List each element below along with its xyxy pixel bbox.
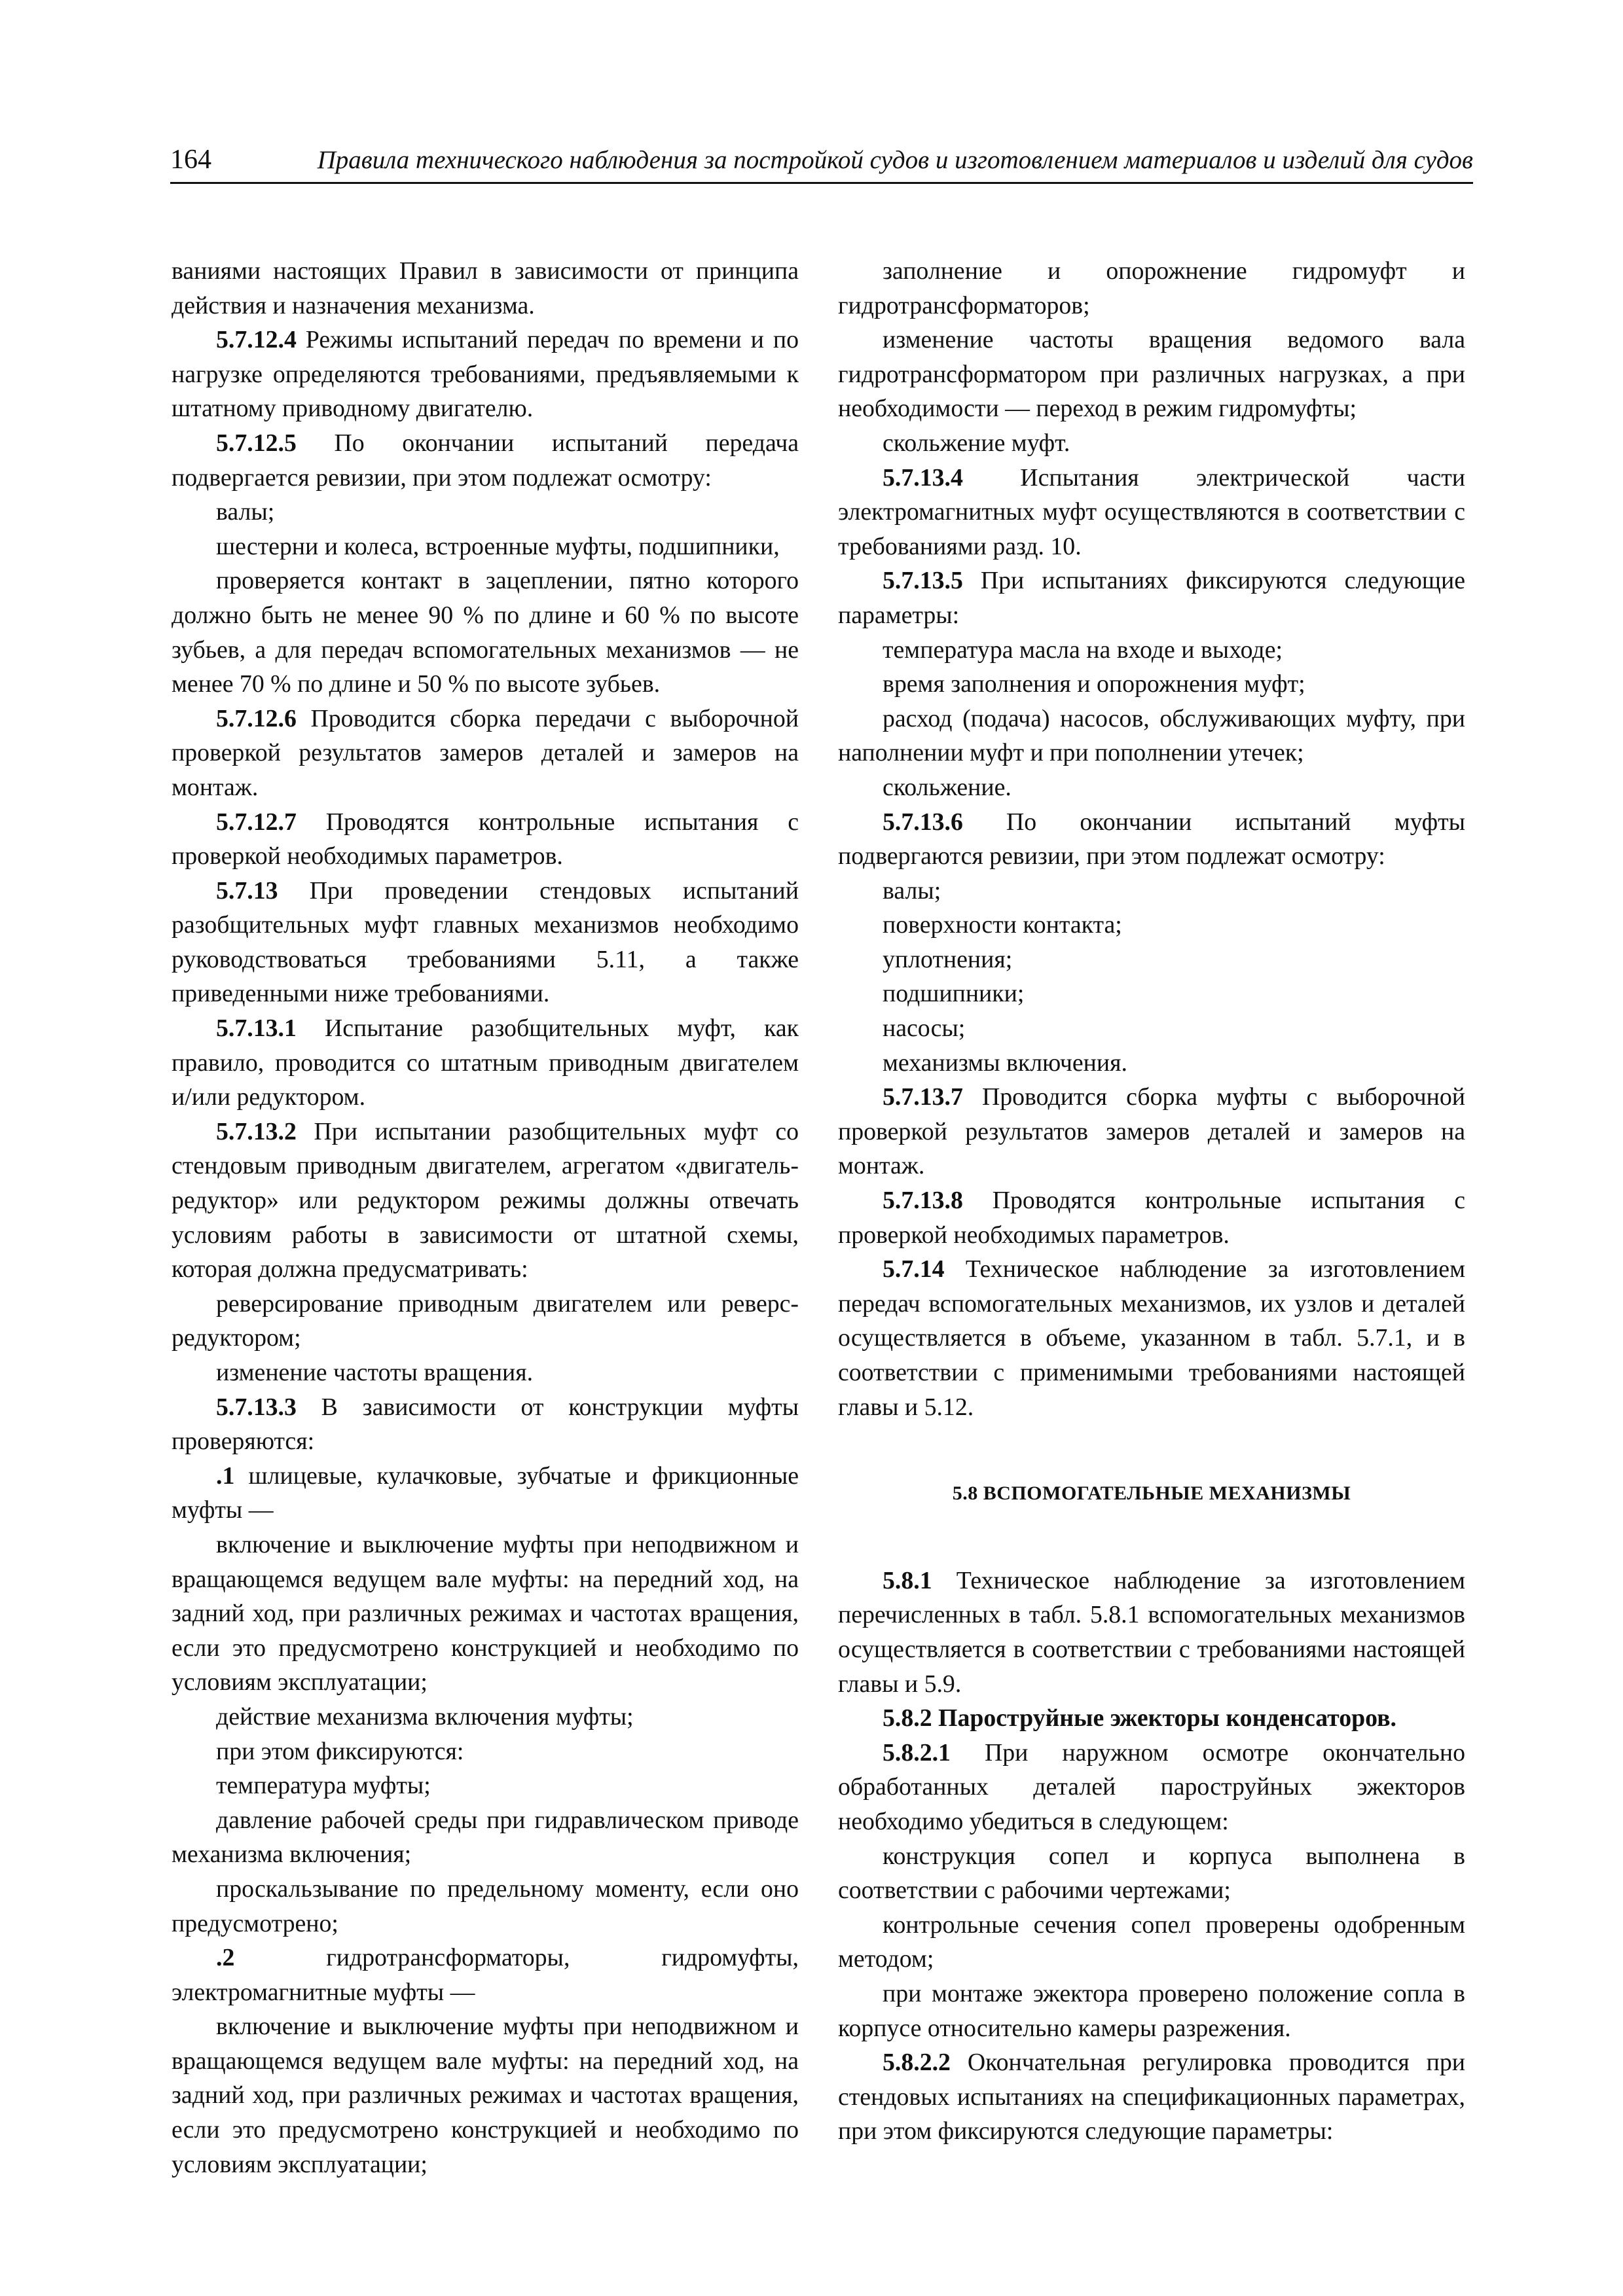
clause-number: 5.7.13.3 (216, 1393, 297, 1421)
clause-text: По окончании испытаний муфты подвергаются ревизии, при этом подлежат осмотру: (838, 808, 1465, 870)
clause-text: Режимы испытаний передач по времени и по нагрузке определяются требованиями, предъявляемыми к штатному приводному двигателю. (172, 326, 799, 423)
clause-text: Испытания электрической части электромагнитных муфт осуществляются в соответствии с требованиями разд. 10. (838, 463, 1465, 560)
clause-paragraph (172, 426, 799, 495)
list-item: уплотнения; (883, 945, 1013, 973)
clause-paragraph (838, 2045, 1465, 2149)
clause-text: В зависимости от конструкции муфты проверяются: (172, 1393, 799, 1456)
clause-paragraph (172, 1459, 799, 1528)
clause-text: Проводятся контрольные испытания с проверкой необходимых параметров. (838, 1187, 1465, 1249)
paragraph: контрольные сечения сопел проверены одобренным методом; (838, 1910, 1465, 1973)
paragraph: расход (подача) насосов, обслуживающих муфту, при наполнении муфт и при пополнении утечек; (838, 704, 1465, 767)
paragraph: заполнение и опорожнение гидромуфт и гидротрансформаторов; (838, 257, 1465, 319)
clause-paragraph (172, 323, 799, 426)
clause-text: Проводится сборка муфты с выборочной проверкой результатов замеров деталей и замеров на монтаж. (838, 1083, 1465, 1180)
list-item: насосы; (883, 1014, 966, 1043)
paragraph: при монтаже эжектора проверено положение сопла в корпусе относительно камеры разрежения. (838, 1979, 1465, 2042)
clause-paragraph (838, 564, 1465, 632)
clause-number: 5.7.13.8 (883, 1187, 963, 1215)
clause-text: По окончании испытаний передача подвергается ревизии, при этом подлежат осмотру: (172, 429, 799, 492)
list-item: действие механизма включения муфты; (216, 1702, 634, 1731)
clause-paragraph (838, 1183, 1465, 1252)
continued-paragraph: ваниями настоящих Правил в зависимости от принципа действия и назначения механизма. (172, 257, 799, 319)
paragraph: проверяется контакт в зацеплении, пятно которого должно быть не менее 90 % по длине и 60 % по высоте зубьев, а для передач вспомогательных механизмов — не менее 70 % по длине и 50 % по высоте зубьев. (172, 567, 799, 698)
clause-paragraph (172, 1011, 799, 1115)
clause-number: 5.7.13.5 (883, 567, 963, 595)
clause-paragraph (172, 874, 799, 1011)
clause-paragraph (838, 1252, 1465, 1424)
clause-text: гидротрансформаторы, гидромуфты, электромагнитные муфты — (172, 1944, 799, 2006)
clause-text: Окончательная регулировка проводится при стендовых испытаниях на спецификационных параметрах, при этом фиксируются следующие параметры: (838, 2049, 1465, 2145)
clause-text: шлицевые, кулачковые, зубчатые и фрикционные муфты — (172, 1462, 799, 1524)
clause-text: При наружном осмотре окончательно обработанных деталей пароструйных эжекторов необходимо убедиться в следующем: (838, 1738, 1465, 1835)
clause-number: .2 (216, 1944, 235, 1972)
paragraph: конструкция сопел и корпуса выполнена в соответствии с рабочими чертежами; (838, 1842, 1465, 1905)
clause-paragraph (838, 1080, 1465, 1183)
section-heading: 5.8 ВСПОМОГАТЕЛЬНЫЕ МЕХАНИЗМЫ (952, 1482, 1351, 1505)
clause-number: 5.7.12.7 (216, 808, 297, 836)
clause-text: Проводится сборка передачи с выборочной проверкой результатов замеров деталей и замеров на монтаж. (172, 704, 799, 801)
clause-number: 5.7.13.1 (216, 1014, 297, 1043)
clause-number: .1 (216, 1462, 235, 1490)
clause-paragraph (838, 1564, 1465, 1701)
list-item: скольжение муфт. (883, 429, 1070, 457)
clause-text: При испытаниях фиксируются следующие параметры: (838, 567, 1465, 629)
clause-number: 5.7.13.7 (883, 1083, 963, 1111)
clause-number: 5.8.2.2 (883, 2049, 951, 2077)
clause-number: 5.7.14 (883, 1255, 945, 1283)
paragraph: включение и выключение муфты при неподвижном и вращающемся ведущем вале муфты: на передний ход, на задний ход, при различных режимах и частотах вращения, если это предусмотрено конструкцией и необходимо по условиям эксплуатации; (172, 1530, 799, 1696)
list-item: температура муфты; (216, 1772, 431, 1800)
list-item: шестерни и колеса, встроенные муфты, подшипники, (216, 532, 780, 560)
list-item: подшипники; (883, 980, 1025, 1008)
paragraph: реверсирование приводным двигателем или реверс-редуктором; (172, 1289, 799, 1352)
paragraph: включение и выключение муфты при неподвижном и вращающемся ведущем вале муфты: на передний ход, на задний ход, при различных режимах и частотах вращения, если это предусмотрено конструкцией и необходимо по условиям эксплуатации; (172, 2013, 799, 2178)
list-item: поверхности контакта; (883, 911, 1122, 939)
paragraph: давление рабочей среды при гидравлическом приводе механизма включения; (172, 1806, 799, 1869)
clause-paragraph (172, 1941, 799, 2009)
clause-text: При испытании разобщительных муфт со стендовым приводным двигателем, агрегатом «двигатель-редуктор» или редуктором режимы должны отвечать условиям работы в зависимости от штатной схемы, которая должна предусматривать: (172, 1117, 799, 1283)
list-item: валы; (216, 498, 275, 526)
list-item: валы; (883, 876, 941, 905)
left-column (172, 254, 799, 2181)
clause-paragraph (838, 805, 1465, 874)
clause-paragraph (172, 702, 799, 805)
subsection-title: 5.8.2 Пароструйные эжекторы конденсаторов. (883, 1704, 1396, 1732)
paragraph: изменение частоты вращения ведомого вала гидротрансформатором при различных нагрузках, а при необходимости — переход в режим гидромуфты; (838, 326, 1465, 423)
clause-number: 5.7.13.2 (216, 1117, 297, 1145)
running-title: Правила технического наблюдения за постройкой судов и изготовлением материалов и изделий для судов (317, 146, 1473, 174)
clause-paragraph (172, 1390, 799, 1459)
clause-number: 5.7.12.6 (216, 704, 297, 732)
page-number: 164 (170, 145, 211, 175)
clause-text: При проведении стендовых испытаний разобщительных муфт главных механизмов необходимо руководствоваться требованиями 5.11, а также приведенными ниже требованиями. (172, 876, 799, 1008)
clause-text: Испытание разобщительных муфт, как правило, проводится со штатным приводным двигателем и/или редуктором. (172, 1014, 799, 1111)
clause-number: 5.8.2.1 (883, 1738, 951, 1767)
clause-text: Техническое наблюдение за изготовлением перечисленных в табл. 5.8.1 вспомогательных механизмов осуществляется в соответствии с требованиями настоящей главы и 5.9. (838, 1566, 1465, 1698)
clause-number: 5.8.1 (883, 1566, 932, 1594)
clause-number: 5.7.13.6 (883, 808, 963, 836)
clause-number: 5.7.12.4 (216, 326, 297, 354)
list-item: время заполнения и опорожнения муфт; (883, 670, 1305, 698)
clause-paragraph (838, 461, 1465, 564)
clause-number: 5.7.13.4 (883, 463, 963, 492)
list-item: при этом фиксируются: (216, 1737, 464, 1765)
paragraph: проскальзывание по предельному моменту, если оно предусмотрено; (172, 1874, 799, 1937)
list-item: скольжение. (883, 773, 1012, 801)
clause-paragraph (172, 1115, 799, 1287)
clause-text: Техническое наблюдение за изготовлением передач вспомогательных механизмов, их узлов и деталей осуществляется в объеме, указанном в табл. 5.7.1, и в соответствии с применимыми требованиями настоящей главы и 5.12. (838, 1255, 1465, 1421)
page-header (170, 143, 1473, 184)
list-item: температура масла на входе и выходе; (883, 636, 1283, 664)
clause-number: 5.7.12.5 (216, 429, 297, 457)
clause-text: Проводятся контрольные испытания с проверкой необходимых параметров. (172, 808, 799, 870)
clause-paragraph (172, 805, 799, 874)
list-item: изменение частоты вращения. (216, 1359, 534, 1386)
list-item: механизмы включения. (883, 1049, 1127, 1077)
clause-paragraph (838, 1736, 1465, 1839)
clause-number: 5.7.13 (216, 876, 278, 905)
right-column (838, 254, 1465, 2149)
